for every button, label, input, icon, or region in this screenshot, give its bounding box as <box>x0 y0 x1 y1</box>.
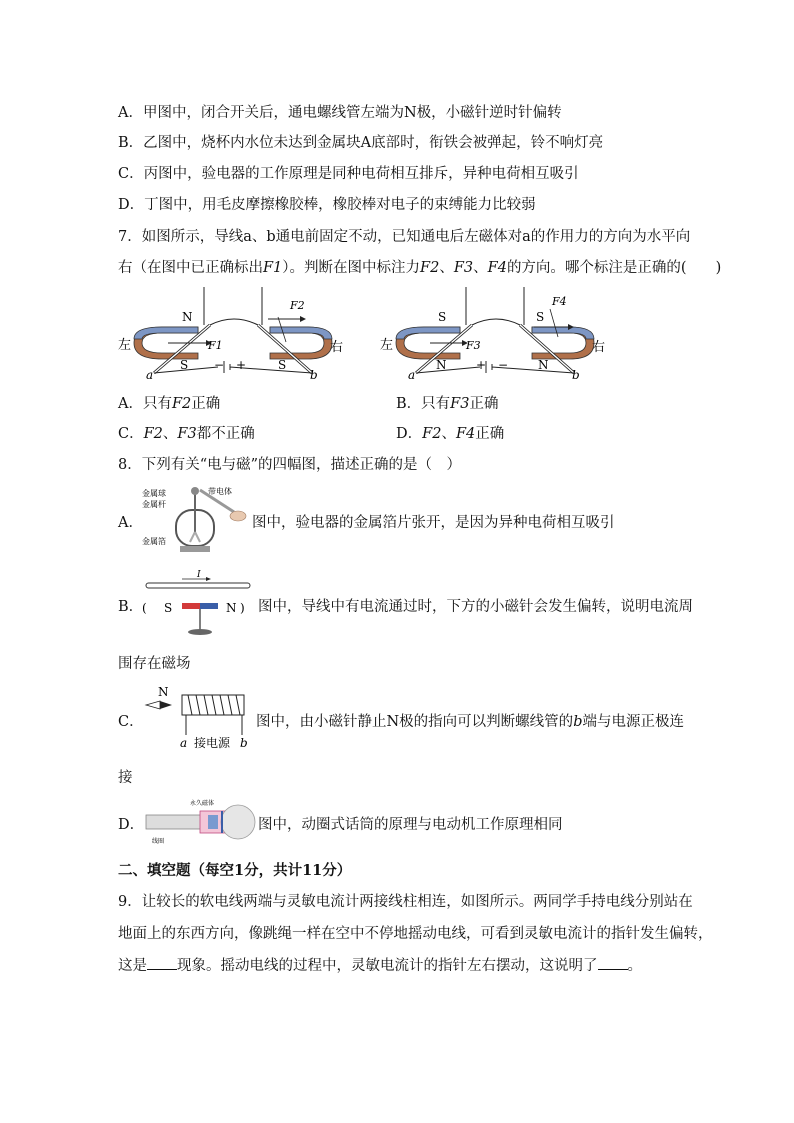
q7-stem-line1: 7．如图所示，导线a、b通电前固定不动，已知通电后左磁体对a的作用力的方向为水平向 <box>118 229 691 245</box>
section-2-heading: 二、填空题（每空1分，共计11分） <box>118 862 352 879</box>
q8-option-a-label: A． <box>118 515 143 531</box>
svg-text:a: a <box>408 368 416 382</box>
q8-option-b-label: B． <box>118 599 144 615</box>
q8-option-c-text: 图中，由小磁针静止N极的指向可以判断螺线管的b端与电源正极连 <box>256 714 684 730</box>
q6-option-a: A．甲图中，闭合开关后，通电螺线管左端为N极，小磁针逆时针偏转 <box>118 105 562 121</box>
svg-text:b: b <box>240 736 248 750</box>
svg-text:F1: F1 <box>208 339 223 352</box>
svg-text:a: a <box>146 368 154 382</box>
svg-text:+: + <box>476 358 487 372</box>
q7-option-b: B．只有F3正确 <box>396 396 499 412</box>
q8-option-b-text-cont: 围存在磁场 <box>118 656 191 672</box>
svg-text:S: S <box>438 310 447 324</box>
svg-text:N: N <box>182 310 193 324</box>
svg-text:N: N <box>226 601 237 615</box>
q8-option-d-text: 图中，动圈式话筒的原理与电动机工作原理相同 <box>258 817 563 833</box>
fig2-right-label: 右 <box>592 340 606 355</box>
q8-option-c-text-cont: 接 <box>118 770 133 786</box>
svg-text:a: a <box>180 736 188 750</box>
svg-text:S: S <box>164 601 173 615</box>
q6-option-c: C．丙图中，验电器的工作原理是同种电荷相互排斥，异种电荷相互吸引 <box>118 166 579 182</box>
q6-option-b: B．乙图中，烧杯内水位未达到金属块A底部时，衔铁会被弹起，铃不响灯亮 <box>118 135 604 151</box>
svg-text:永久磁体: 永久磁体 <box>190 800 215 807</box>
q9-blank-2[interactable] <box>598 955 628 970</box>
svg-text:N: N <box>436 358 447 372</box>
fig1-left-label: 左 <box>118 338 132 353</box>
svg-text:): ) <box>240 601 245 615</box>
fig1-right-label: 右 <box>330 340 344 355</box>
svg-text:金属箔: 金属箔 <box>142 537 166 546</box>
svg-text:F3: F3 <box>466 339 481 352</box>
q7-stem-line2: 右（在图中已正确标出F1）。判断在图中标注力F2、F3、F4的方向。哪个标注是正确的( ) <box>118 260 722 276</box>
q7-option-d: D．F2、F4正确 <box>396 426 505 442</box>
microphone-figure <box>140 797 260 847</box>
svg-text:S: S <box>536 310 545 324</box>
q8-option-a-text: 图中，验电器的金属箔片张开，是因为异种电荷相互吸引 <box>252 515 615 531</box>
svg-text:F2: F2 <box>290 299 305 312</box>
q7-figure-2 <box>380 287 610 382</box>
svg-text:I: I <box>197 570 201 580</box>
svg-text:−: − <box>498 358 509 372</box>
svg-text:S: S <box>180 358 189 372</box>
svg-text:−: − <box>214 358 225 372</box>
force-f1-label: F1 <box>263 260 283 276</box>
q8-option-c-label: C． <box>118 714 144 730</box>
oersted-figure <box>142 570 257 640</box>
svg-text:b: b <box>572 368 580 382</box>
svg-text:N: N <box>538 358 549 372</box>
svg-text:N: N <box>158 685 169 699</box>
svg-text:线圈: 线圈 <box>152 838 165 845</box>
solenoid-figure <box>142 683 257 755</box>
svg-text:接电源: 接电源 <box>194 736 231 750</box>
svg-text:F4: F4 <box>552 295 567 308</box>
svg-text:(: ( <box>142 601 147 615</box>
q7-option-a: A．只有F2正确 <box>118 396 221 412</box>
q8-option-b-text: 图中，导线中有电流通过时，下方的小磁针会发生偏转，说明电流周 <box>258 599 693 615</box>
q7-option-c: C．F2、F3都不正确 <box>118 426 255 442</box>
q6-option-d: D．丁图中，用毛皮摩擦橡胶棒，橡胶棒对电子的束缚能力比较弱 <box>118 197 536 213</box>
q7-figure-1 <box>118 287 348 382</box>
svg-text:S: S <box>278 358 287 372</box>
svg-text:b: b <box>310 368 318 382</box>
electroscope-figure <box>140 482 255 557</box>
q8-stem: 8．下列有关“电与磁”的四幅图，描述正确的是（ ） <box>118 457 462 473</box>
fig2-left-label: 左 <box>380 338 394 353</box>
q8-option-d-label: D． <box>118 817 145 833</box>
q9-line3: 这是 现象。摇动电线的过程中，灵敏电流计的指针左右摆动，这说明了 。 <box>118 955 642 976</box>
q9-blank-1[interactable] <box>147 955 177 970</box>
svg-text:带电体: 带电体 <box>208 487 232 496</box>
svg-text:金属杆: 金属杆 <box>142 500 166 509</box>
q9-line1: 9．让较长的软电线两端与灵敏电流计两接线柱相连，如图所示。两同学手持电线分别站在 <box>118 894 693 910</box>
q9-line2: 地面上的东西方向，像跳绳一样在空中不停地摇动电线，可看到灵敏电流计的指针发生偏转， <box>118 926 713 942</box>
svg-text:+: + <box>236 358 247 372</box>
svg-text:金属球: 金属球 <box>142 489 166 498</box>
